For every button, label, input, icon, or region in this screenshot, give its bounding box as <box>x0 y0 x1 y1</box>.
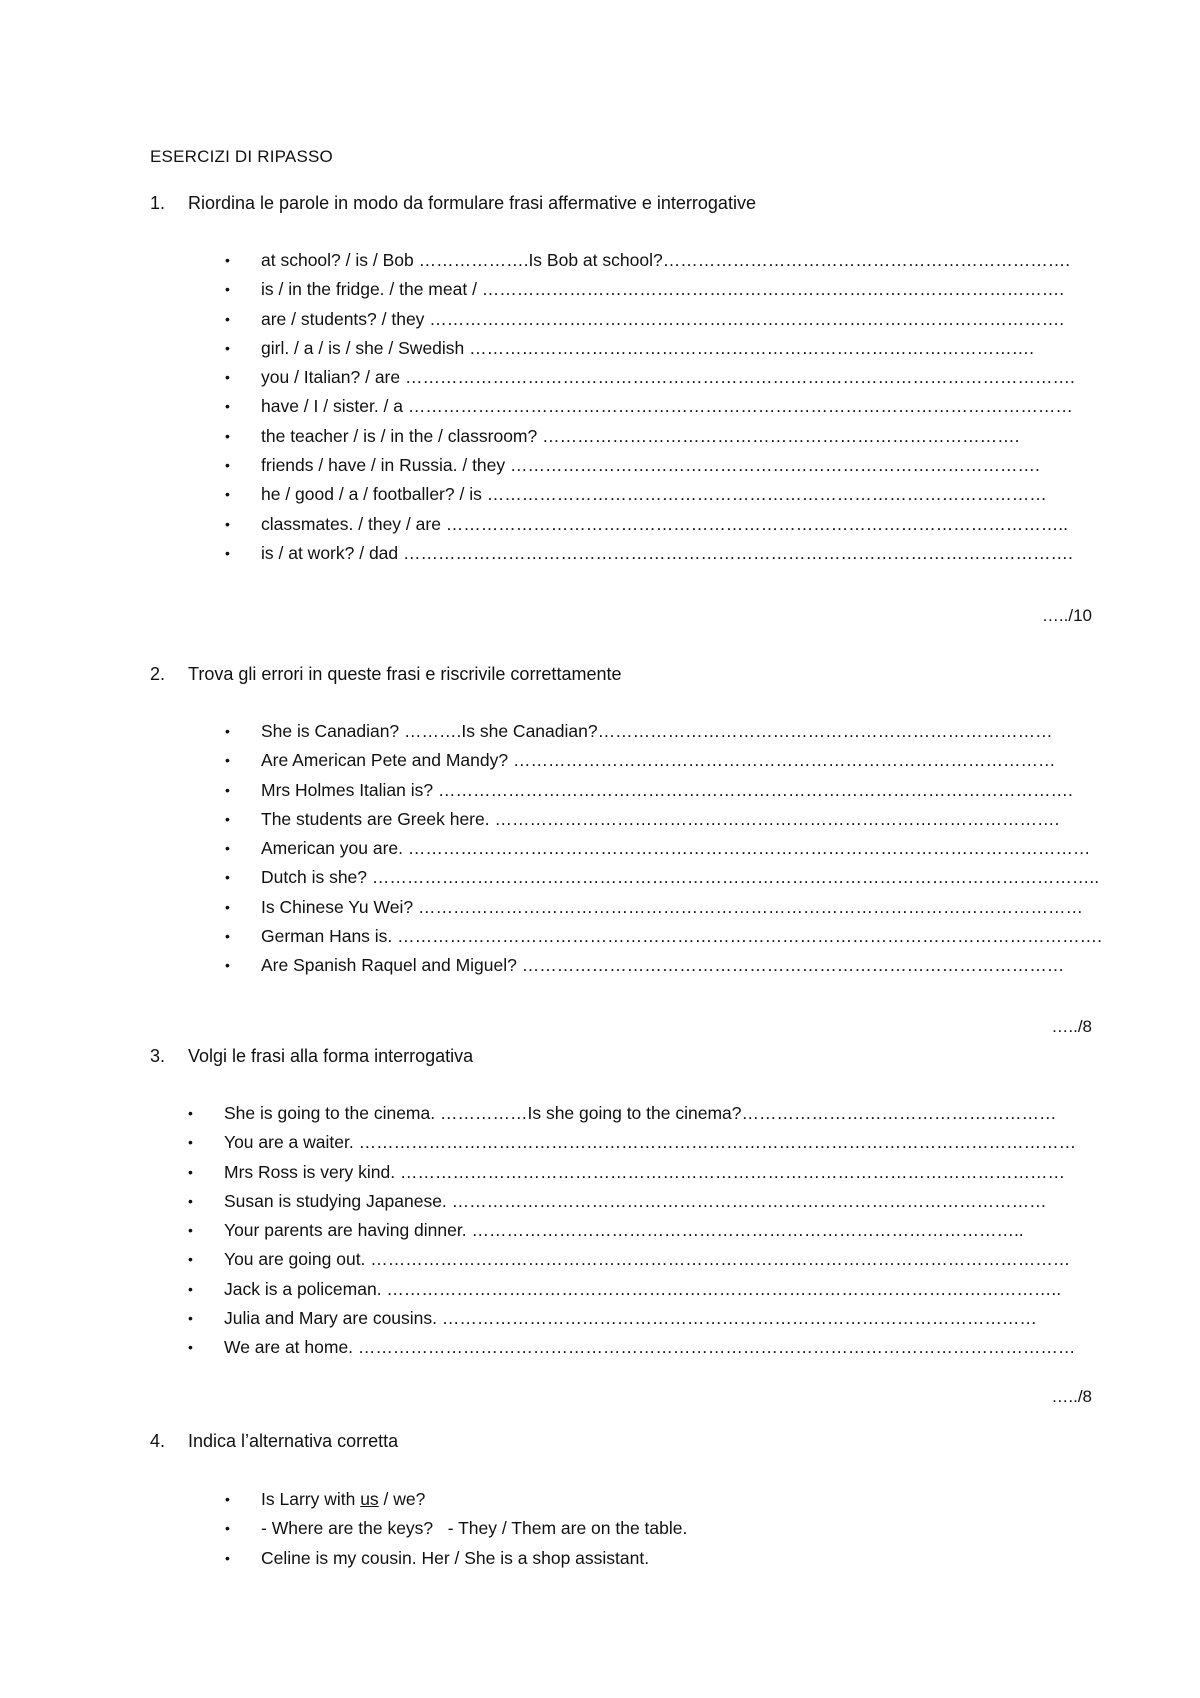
list-item <box>225 246 1094 275</box>
section-4-list <box>225 1485 1094 1573</box>
document-title: ESERCIZI DI RIPASSO <box>150 147 333 166</box>
exercise-line: Are Spanish Raquel and Miguel? ………………………………………………………………………………… <box>261 955 1065 976</box>
bullet-icon: • <box>225 486 230 503</box>
exercise-line: Is Chinese Yu Wei? …………………………………………………………………………………………………… <box>261 896 1083 917</box>
bullet-icon: • <box>188 1339 193 1356</box>
section-title: Volgi le frasi alla forma interrogativa <box>188 1046 474 1066</box>
list-item <box>225 334 1094 363</box>
bullet-icon: • <box>188 1310 193 1327</box>
section-3-heading <box>150 1046 473 1067</box>
list-item <box>188 1128 1094 1157</box>
exercise-line: German Hans is. …………………………………………………………………………………………………………. <box>261 926 1103 947</box>
section-number: 4. <box>150 1431 166 1451</box>
exercise-line: is / in the fridge. / the meat / ………………………………………………………………………………………. <box>261 279 1065 300</box>
bullet-icon: • <box>225 310 230 327</box>
bullet-icon: • <box>188 1134 193 1151</box>
section-1-heading <box>150 193 756 214</box>
list-item <box>225 834 1094 863</box>
exercise-line: Mrs Ross is very kind. …………………………………………………………………………………………………… <box>224 1161 1065 1182</box>
exercise-line: Dutch is she? …………………………………………………………………………………………………………….. <box>261 867 1100 888</box>
exercise-line: classmates. / they / are …………………………………………………………………………………………….. <box>261 513 1069 534</box>
bullet-icon: • <box>188 1280 193 1297</box>
exercise-line: Jack is a policeman. …………………………………………………………………………………………………….. <box>224 1278 1062 1299</box>
bullet-icon: • <box>188 1251 193 1268</box>
section-3-list <box>188 1099 1094 1363</box>
list-item <box>225 893 1094 922</box>
bullet-icon: • <box>225 339 230 356</box>
bullet-icon: • <box>225 544 230 561</box>
bullet-icon: • <box>225 281 230 298</box>
section-number: 3. <box>150 1046 166 1066</box>
list-item <box>225 275 1094 304</box>
list-item <box>188 1099 1094 1128</box>
exercise-text: - Where are the keys? - They / Them are on the table. <box>261 1518 688 1539</box>
list-item <box>188 1187 1094 1216</box>
exercise-line: Mrs Holmes Italian is? ………………………………………………………………………………………………. <box>261 779 1073 800</box>
section-title: Riordina le parole in modo da formulare frasi affermative e interrogative <box>188 193 756 213</box>
exercise-line: Susan is studying Japanese. ………………………………………………………………………………………… <box>224 1190 1047 1211</box>
bullet-icon: • <box>225 752 230 769</box>
list-item <box>225 1485 1094 1514</box>
list-item <box>225 480 1094 509</box>
bullet-icon: • <box>225 1549 230 1566</box>
exercise-line: Julia and Mary are cousins. ………………………………………………………………………………………… <box>224 1308 1037 1329</box>
bullet-icon: • <box>225 810 230 827</box>
list-item <box>225 776 1094 805</box>
section-2-list <box>225 717 1103 981</box>
bullet-icon: • <box>188 1192 193 1209</box>
exercise-line: girl. / a / is / she / Swedish ……………………………………………………………………………………. <box>261 337 1034 358</box>
list-item <box>225 863 1100 892</box>
exercise-line: The students are Greek here. ……………………………………………………………………………………. <box>261 808 1060 829</box>
section-2-heading <box>150 664 621 685</box>
bullet-icon: • <box>225 252 230 268</box>
bullet-icon: • <box>188 1222 193 1239</box>
bullet-icon: • <box>225 723 230 739</box>
list-item <box>225 305 1094 334</box>
bullet-icon: • <box>225 1520 230 1537</box>
list-item <box>225 392 1094 421</box>
bullet-icon: • <box>225 1491 230 1507</box>
list-item <box>188 1333 1094 1362</box>
exercise-line: you / Italian? / are ……………………………………………………………………………………………………. <box>261 367 1075 388</box>
bullet-icon: • <box>225 928 230 945</box>
list-item <box>225 422 1094 451</box>
bullet-icon: • <box>188 1105 193 1121</box>
section-number: 2. <box>150 664 166 684</box>
exercise-line: Your parents are having dinner. ………………………………………………………………………………….. <box>224 1220 1024 1241</box>
list-item <box>188 1158 1094 1187</box>
bullet-icon: • <box>188 1163 193 1180</box>
section-title: Indica l’alternativa corretta <box>188 1431 399 1451</box>
list-item <box>188 1304 1094 1333</box>
list-item <box>188 1275 1094 1304</box>
section-1-score: …../10 <box>1041 606 1092 625</box>
bullet-icon: • <box>225 840 230 857</box>
exercise-line: have / I / sister. / a …………………………………………………………………………………………………… <box>261 396 1073 417</box>
list-item <box>225 363 1094 392</box>
bullet-icon: • <box>225 457 230 474</box>
bullet-icon: • <box>225 898 230 915</box>
section-number: 1. <box>150 193 166 213</box>
bullet-icon: • <box>225 515 230 532</box>
list-item <box>225 451 1094 480</box>
bullet-icon: • <box>225 781 230 798</box>
exercise-line: We are at home. …………………………………………………………………………………………………………… <box>224 1337 1076 1358</box>
section-3-score: …../8 <box>1051 1387 1092 1406</box>
exercise-line: is / at work? / dad ……………………………………………………………………………………………………. <box>261 542 1073 563</box>
exercise-line: at school? / is / Bob ……………….Is Bob at school?……………………………………………………………. <box>261 250 1071 270</box>
bullet-icon: • <box>225 427 230 444</box>
exercise-line: You are going out. ………………………………………………………………………………………………………… <box>224 1249 1071 1270</box>
exercise-text: Is Larry with <box>261 1489 361 1509</box>
exercise-line: are / students? / they ………………………………………………………………………………………………. <box>261 308 1065 329</box>
list-item <box>225 805 1094 834</box>
exercise-line: friends / have / in Russia. / they ………………………………………………………………………………. <box>261 455 1040 476</box>
list-item <box>225 746 1094 775</box>
bullet-icon: • <box>225 369 230 386</box>
exercise-line: American you are. ……………………………………………………………………………………………………… <box>261 838 1091 859</box>
exercise-text: / we? <box>378 1489 426 1509</box>
section-2-score: …../8 <box>1051 1017 1092 1036</box>
list-item <box>225 922 1103 951</box>
list-item <box>225 510 1094 539</box>
list-item <box>225 539 1094 568</box>
underlined-answer: us <box>360 1489 379 1509</box>
bullet-icon: • <box>225 957 230 974</box>
list-item <box>188 1245 1094 1274</box>
bullet-icon: • <box>225 869 230 886</box>
section-title: Trova gli errori in queste frasi e riscrivile correttamente <box>188 664 622 684</box>
exercise-line: She is going to the cinema. ……………Is she going to the cinema?……………………………………………… <box>224 1103 1057 1123</box>
list-item <box>188 1216 1094 1245</box>
bullet-icon: • <box>225 398 230 415</box>
exercise-text: Celine is my cousin. Her / She is a shop assistant. <box>261 1547 650 1568</box>
exercise-line: the teacher / is / in the / classroom? ………………………………………………………………………. <box>261 425 1020 446</box>
exercise-line: Are American Pete and Mandy? ………………………………………………………………………………… <box>261 750 1056 771</box>
section-4-heading <box>150 1431 398 1452</box>
exercise-line: You are a waiter. …………………………………………………………………………………………………………… <box>224 1132 1077 1153</box>
list-item <box>225 951 1094 980</box>
exercise-line: he / good / a / footballer? / is …………………………………………………………………………………… <box>261 484 1047 505</box>
list-item <box>225 1544 1094 1573</box>
list-item <box>225 1514 1094 1543</box>
section-1-list <box>225 246 1094 568</box>
exercise-line: She is Canadian? ……….Is she Canadian?…………………………………………………………………… <box>261 721 1053 741</box>
list-item <box>225 717 1094 746</box>
